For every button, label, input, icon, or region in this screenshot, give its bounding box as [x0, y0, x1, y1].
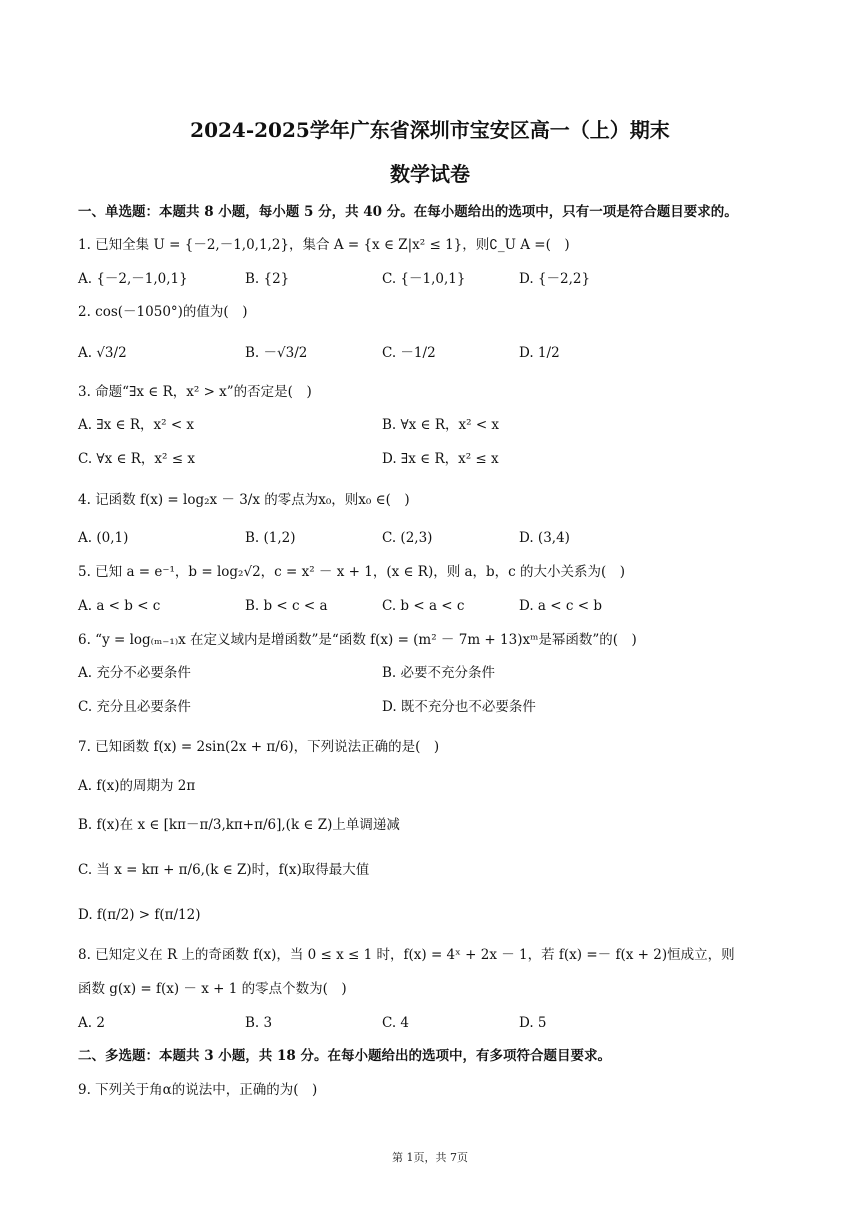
q3-option-a: A. ∃x ∈ R，x² < x — [78, 417, 195, 433]
q7-option-d: D. f(π/2) > f(π/12) — [78, 907, 201, 923]
q4-option-d: D. (3,4) — [519, 530, 570, 546]
q1-option-c: C. {－1,0,1} — [382, 271, 466, 287]
section1-heading: 一、单选题：本题共 8 小题，每小题 5 分，共 40 分。在每小题给出的选项中，只有一项是符合题目要求的。 — [78, 204, 738, 220]
q4-option-b: B. (1,2) — [245, 530, 296, 546]
question-5: 5. 已知 a = e⁻¹，b = log₂√2，c = x² － x + 1，(x ∈ R)，则 a，b，c 的大小关系为( ) — [78, 564, 626, 580]
q5-option-b: B. b < c < a — [245, 598, 328, 614]
q4-option-a: A. (0,1) — [78, 530, 129, 546]
q8-option-b: B. 3 — [245, 1015, 273, 1031]
q6-option-a: A. 充分不必要条件 — [78, 665, 191, 681]
question-8-line2: 函数 g(x) = f(x) － x + 1 的零点个数为( ) — [78, 981, 347, 997]
section2-heading: 二、多选题：本题共 3 小题，共 18 分。在每小题给出的选项中，有多项符合题目要求。 — [78, 1048, 611, 1064]
q8-option-c: C. 4 — [382, 1015, 410, 1031]
q5-option-c: C. b < a < c — [382, 598, 465, 614]
question-9: 9. 下列关于角α的说法中，正确的为( ) — [78, 1082, 318, 1098]
q1-option-a: A. {－2,－1,0,1} — [78, 271, 188, 287]
q1-option-b: B. {2} — [245, 271, 290, 287]
question-7: 7. 已知函数 f(x) = 2sin(2x + π/6)，下列说法正确的是( ) — [78, 739, 440, 755]
q8-option-d: D. 5 — [519, 1015, 547, 1031]
q5-option-a: A. a < b < c — [78, 598, 161, 614]
q5-option-d: D. a < c < b — [519, 598, 602, 614]
exam-title: 2024-2025学年广东省深圳市宝安区高一（上）期末 — [190, 118, 670, 142]
q3-option-b: B. ∀x ∈ R，x² < x — [382, 417, 500, 433]
q8-option-a: A. 2 — [78, 1015, 105, 1031]
q1-option-d: D. {－2,2} — [519, 271, 591, 287]
question-8-line1: 8. 已知定义在 R 上的奇函数 f(x)，当 0 ≤ x ≤ 1 时，f(x) = 4ˣ + 2x － 1，若 f(x) =－ f(x + 2)恒成立，则 — [78, 947, 735, 963]
q3-option-c: C. ∀x ∈ R，x² ≤ x — [78, 451, 195, 467]
q4-option-c: C. (2,3) — [382, 530, 433, 546]
q3-option-d: D. ∃x ∈ R，x² ≤ x — [382, 451, 499, 467]
question-2: 2. cos(－1050°)的值为( ) — [78, 304, 248, 320]
question-1: 1. 已知全集 U = {－2,－1,0,1,2}，集合 A = {x ∈ Z|x² ≤ 1}，则∁_U A =( ) — [78, 237, 570, 253]
q6-option-d: D. 既不充分也不必要条件 — [382, 699, 536, 715]
q6-option-c: C. 充分且必要条件 — [78, 699, 191, 715]
question-6: 6. “y = log₍ₘ₋₁₎x 在定义域内是增函数”是“函数 f(x) = (m² － 7m + 13)xᵐ是幂函数”的( ) — [78, 632, 637, 648]
q2-option-d: D. 1/2 — [519, 345, 560, 361]
q2-option-b: B. －√3/2 — [245, 345, 308, 361]
page-footer: 第 1页，共 7页 — [392, 1151, 468, 1164]
exam-subtitle: 数学试卷 — [390, 162, 470, 186]
q7-option-b: B. f(x)在 x ∈ [kπ－π/3,kπ+π/6],(k ∈ Z)上单调递减 — [78, 817, 400, 833]
q7-option-c: C. 当 x = kπ + π/6,(k ∈ Z)时，f(x)取得最大值 — [78, 862, 370, 878]
q6-option-b: B. 必要不充分条件 — [382, 665, 496, 681]
question-4: 4. 记函数 f(x) = log₂x － 3/x 的零点为x₀，则x₀ ∈( ) — [78, 492, 410, 508]
q7-option-a: A. f(x)的周期为 2π — [78, 778, 196, 794]
q2-option-c: C. －1/2 — [382, 345, 436, 361]
q2-option-a: A. √3/2 — [78, 345, 127, 361]
question-3: 3. 命题“∃x ∈ R，x² > x”的否定是( ) — [78, 384, 312, 400]
